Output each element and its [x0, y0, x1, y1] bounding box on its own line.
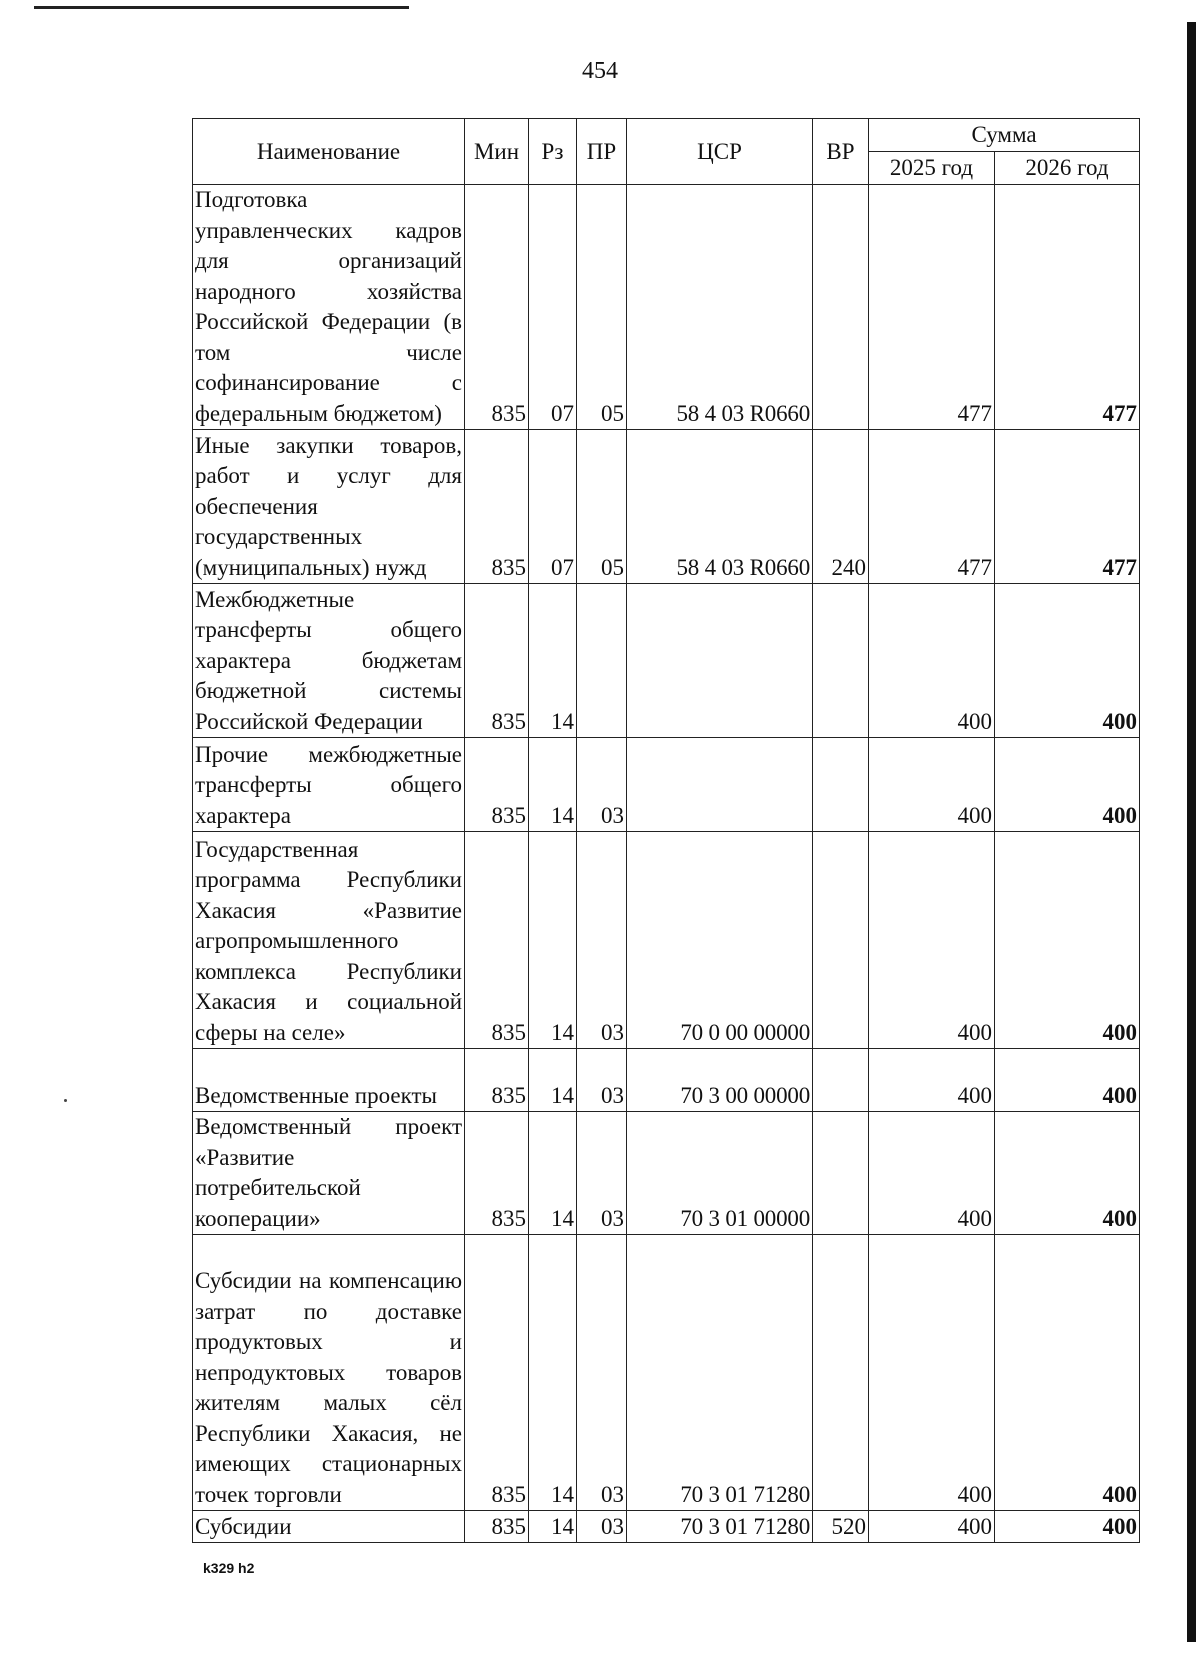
- row-name: Ведомственные проекты: [193, 1049, 465, 1112]
- row-2026: 400: [995, 832, 1140, 1049]
- row-csr: 70 3 01 00000: [627, 1112, 813, 1235]
- table-row: [193, 1112, 1140, 1235]
- row-vr: [813, 185, 869, 430]
- row-name: Субсидии на компенсацию затрат по доставке продуктовых и непродуктовых товаров жителям малых сёл Республики Хакасия, не имеющих стационарных точек торговли: [193, 1235, 465, 1511]
- scan-top-rule: [34, 6, 409, 9]
- row-min: 835: [465, 1511, 529, 1543]
- row-name: Прочие межбюджетные трансферты общего характера: [193, 738, 465, 832]
- row-2025: 400: [869, 1511, 995, 1543]
- header-min: Мин: [465, 119, 529, 185]
- row-vr: [813, 584, 869, 738]
- row-vr: 240: [813, 430, 869, 584]
- row-min: 835: [465, 185, 529, 430]
- budget-table: [192, 118, 1140, 1543]
- row-pr: 03: [577, 738, 627, 832]
- row-rz: 14: [529, 584, 577, 738]
- row-pr: 03: [577, 1511, 627, 1543]
- row-vr: [813, 738, 869, 832]
- table-row: [193, 185, 1140, 430]
- row-csr: [627, 584, 813, 738]
- row-csr: 70 3 00 00000: [627, 1049, 813, 1112]
- row-2026: 477: [995, 185, 1140, 430]
- row-vr: [813, 1235, 869, 1511]
- row-rz: 14: [529, 1235, 577, 1511]
- row-csr: 58 4 03 R0660: [627, 430, 813, 584]
- row-2026: 400: [995, 738, 1140, 832]
- table-row: [193, 584, 1140, 738]
- row-name: Подготовка управленческих кадров для организаций народного хозяйства Российской Федерации (в том числе софинансирование с федеральным бюджетом): [193, 185, 465, 430]
- row-name: Ведомственный проект «Развитие потребительской кооперации»: [193, 1112, 465, 1235]
- row-pr: 03: [577, 1112, 627, 1235]
- row-min: 835: [465, 1235, 529, 1511]
- row-2025: 400: [869, 1049, 995, 1112]
- row-pr: 03: [577, 1049, 627, 1112]
- row-2026: 477: [995, 430, 1140, 584]
- row-rz: 14: [529, 1511, 577, 1543]
- row-pr: 03: [577, 1235, 627, 1511]
- row-pr: 05: [577, 430, 627, 584]
- row-min: 835: [465, 584, 529, 738]
- row-csr: 58 4 03 R0660: [627, 185, 813, 430]
- row-csr: [627, 738, 813, 832]
- table-row: [193, 1235, 1140, 1511]
- footer-code: k329 h2: [203, 1560, 255, 1576]
- header-2025: 2025 год: [869, 152, 995, 185]
- row-name: Межбюджетные трансферты общего характера бюджетам бюджетной системы Российской Федерации: [193, 584, 465, 738]
- header-vr: ВР: [813, 119, 869, 185]
- row-vr: [813, 1112, 869, 1235]
- row-vr: 520: [813, 1511, 869, 1543]
- page-number: 454: [582, 58, 618, 84]
- row-vr: [813, 832, 869, 1049]
- row-csr: 70 3 01 71280: [627, 1235, 813, 1511]
- row-pr: [577, 584, 627, 738]
- row-min: 835: [465, 1112, 529, 1235]
- row-pr: 03: [577, 832, 627, 1049]
- row-rz: 14: [529, 1112, 577, 1235]
- row-2025: 477: [869, 430, 995, 584]
- row-rz: 07: [529, 430, 577, 584]
- row-2025: 477: [869, 185, 995, 430]
- row-rz: 14: [529, 738, 577, 832]
- row-min: 835: [465, 738, 529, 832]
- header-name: Наименование: [193, 119, 465, 185]
- table-row: [193, 832, 1140, 1049]
- row-name: Иные закупки товаров, работ и услуг для обеспечения государственных (муниципальных) нужд: [193, 430, 465, 584]
- header-rz: Рз: [529, 119, 577, 185]
- table-row: [193, 430, 1140, 584]
- row-min: 835: [465, 832, 529, 1049]
- row-2025: 400: [869, 1235, 995, 1511]
- row-2025: 400: [869, 1112, 995, 1235]
- row-pr: 05: [577, 185, 627, 430]
- row-2025: 400: [869, 832, 995, 1049]
- scan-speck: [64, 1099, 67, 1102]
- row-2025: 400: [869, 738, 995, 832]
- row-name: Субсидии: [193, 1511, 465, 1543]
- header-pr: ПР: [577, 119, 627, 185]
- table-row: [193, 738, 1140, 832]
- header-sum: Сумма: [869, 119, 1140, 152]
- row-2026: 400: [995, 1049, 1140, 1112]
- row-rz: 14: [529, 1049, 577, 1112]
- row-2026: 400: [995, 1511, 1140, 1543]
- row-rz: 14: [529, 832, 577, 1049]
- scan-right-edge-bar: [1187, 22, 1196, 1642]
- row-2026: 400: [995, 1112, 1140, 1235]
- budget-table-wrapper: [192, 118, 1139, 1543]
- row-name: Государственная программа Республики Хакасия «Развитие агропромышленного комплекса Республики Хакасия и социальной сферы на селе»: [193, 832, 465, 1049]
- table-row: [193, 1511, 1140, 1543]
- row-2026: 400: [995, 1235, 1140, 1511]
- row-csr: 70 0 00 00000: [627, 832, 813, 1049]
- row-vr: [813, 1049, 869, 1112]
- header-2026: 2026 год: [995, 152, 1140, 185]
- row-min: 835: [465, 430, 529, 584]
- table-row: [193, 1049, 1140, 1112]
- row-2025: 400: [869, 584, 995, 738]
- row-csr: 70 3 01 71280: [627, 1511, 813, 1543]
- row-min: 835: [465, 1049, 529, 1112]
- row-rz: 07: [529, 185, 577, 430]
- row-2026: 400: [995, 584, 1140, 738]
- table-header-row: [193, 119, 1140, 152]
- header-csr: ЦСР: [627, 119, 813, 185]
